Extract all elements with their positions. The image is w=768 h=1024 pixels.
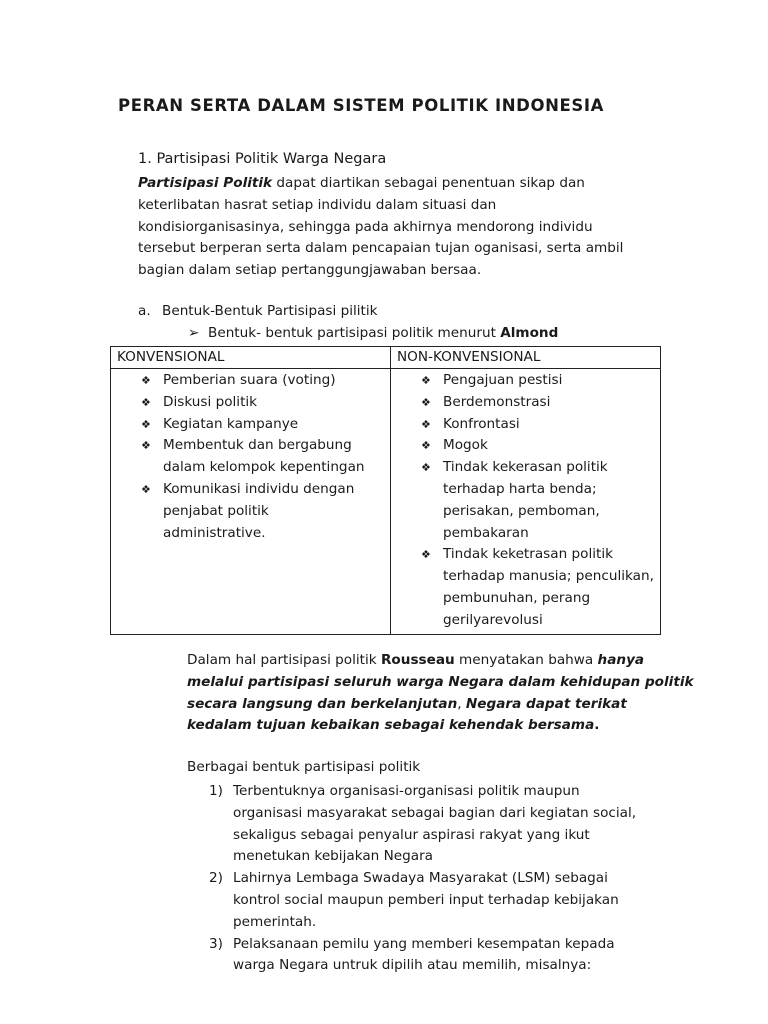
list-item-number: 2) [209,870,223,887]
rousseau-paragraph [187,650,694,737]
list-item-text: Terbentuknya organisasi-organisasi politik maupun [233,783,580,799]
diamond-bullet-icon: ❖ [421,461,431,475]
intro-line: kondisiorganisasinya, sehingga pada akhirnya mendorong individu [138,218,593,235]
rousseau-name: Rousseau [380,652,455,668]
konvensional-list [111,370,390,544]
header-non-konvensional: NON-KONVENSIONAL [391,347,661,369]
non-konvensional-item [391,370,660,392]
diamond-bullet-icon: ❖ [141,482,151,496]
list-item-number: 1) [209,783,223,799]
participation-table [110,346,661,635]
rousseau-line: melalui partisipasi seluruh warga Negara dalam kehidupan politik [187,673,694,690]
intro-paragraph [138,173,638,282]
non-konvensional-item [391,457,660,544]
konvensional-item [111,370,390,392]
list-item-text: pemerintah. [233,913,317,930]
intro-line: bagian dalam setiap pertanggungjawaban bersaa. [138,262,482,279]
subsection-label: a. [138,303,151,319]
table-row [111,369,661,635]
rousseau-line: kedalam tujuan kebaikan sebagai kehendak bersama. [187,717,600,734]
almond-line [188,325,558,341]
konvensional-item-text: dalam kelompok kepentingan [163,459,365,476]
non-konvensional-item-text: gerilyarevolusi [443,611,543,628]
konvensional-item [111,392,390,414]
non-konvensional-item-text: Tindak keketrasan politik [443,546,614,563]
list-item-text: Pelaksanaan pemilu yang memberi kesempatan kepada [233,935,615,952]
non-konvensional-item-text: Berdemonstrasi [443,393,551,410]
intro-line: tersebut berperan serta dalam pencapaian tujan oganisasi, serta ambil [138,240,624,257]
non-konvensional-item-text: perisakan, pemboman, [443,502,600,519]
diamond-bullet-icon: ❖ [421,395,431,409]
diamond-bullet-icon: ❖ [141,417,151,431]
konvensional-item [111,479,390,544]
konvensional-cell [111,369,391,635]
arrow-bullet-icon: ➢ [188,325,200,341]
non-konvensional-item-text: Tindak kekerasan politik [443,459,608,476]
non-konvensional-item [391,435,660,457]
non-konvensional-cell [391,369,661,635]
konvensional-item-text: administrative. [163,524,266,541]
bentuk-heading: Berbagai bentuk partisipasi politik [187,759,421,775]
list-item-text: organisasi masyarakat sebagai bagian dari kegiatan social, [233,804,637,821]
list-item-text: sekaligus sebagai penyalur aspirasi rakyat yang ikut [233,826,590,843]
non-konvensional-item-text: terhadap harta benda; [443,480,597,497]
non-konvensional-item [391,392,660,414]
diamond-bullet-icon: ❖ [421,548,431,562]
non-konvensional-item [391,544,660,631]
non-konvensional-item-text: Konfrontasi [443,415,520,432]
rousseau-line: secara langsung dan berkelanjutan, Negara dapat terikat [187,695,627,712]
konvensional-item-text: Pemberian suara (voting) [163,372,336,388]
non-konvensional-item-text: pembunuhan, perang [443,589,591,606]
intro-line: keterlibatan hasrat setiap individu dalam situasi dan [138,196,497,213]
diamond-bullet-icon: ❖ [421,374,431,387]
list-item-text: Lahirnya Lembaga Swadaya Masyarakat (LSM) sebagai [233,870,608,887]
table-header-row [111,347,661,369]
diamond-bullet-icon: ❖ [421,417,431,431]
diamond-bullet-icon: ❖ [141,439,151,453]
intro-line: Partisipasi Politik dapat diartikan sebagai penentuan sikap dan [138,175,585,191]
diamond-bullet-icon: ❖ [141,374,151,387]
diamond-bullet-icon: ❖ [421,439,431,453]
konvensional-item-text: Diskusi politik [163,393,258,410]
list-item [187,781,647,868]
list-item [187,868,647,933]
section-heading-partisipasi: 1. Partisipasi Politik Warga Negara [138,151,387,167]
page-title: PERAN SERTA DALAM SISTEM POLITIK INDONESIA [118,96,604,115]
intro-term: Partisipasi Politik [138,175,273,191]
header-konvensional: KONVENSIONAL [111,347,391,369]
non-konvensional-list [391,370,660,632]
konvensional-item-text: Komunikasi individu dengan [163,480,355,497]
almond-text: Bentuk- bentuk partisipasi politik menurut [208,325,501,341]
non-konvensional-item-text: Pengajuan pestisi [443,372,563,388]
subsection-a [138,303,378,319]
list-item [187,934,647,978]
non-konvensional-item [391,414,660,436]
subsection-text: Bentuk-Bentuk Partisipasi pilitik [162,303,378,319]
list-item-text: menetukan kebijakan Negara [233,848,434,865]
diamond-bullet-icon: ❖ [141,395,151,409]
rousseau-line: Dalam hal partisipasi politik Rousseau menyatakan bahwa hanya [187,652,645,668]
konvensional-item-text: penjabat politik [163,502,269,519]
bentuk-list [187,781,647,977]
non-konvensional-item-text: terhadap manusia; penculikan, [443,568,654,585]
konvensional-item-text: Kegiatan kampanye [163,415,299,432]
non-konvensional-item-text: pembakaran [443,524,529,541]
konvensional-item [111,435,390,479]
list-item-text: kontrol social maupun pemberi input terhadap kebijakan [233,891,619,908]
almond-name: Almond [500,325,559,341]
konvensional-item [111,414,390,436]
non-konvensional-item-text: Mogok [443,437,488,454]
list-item-number: 3) [209,935,223,952]
konvensional-item-text: Membentuk dan bergabung [163,437,352,454]
list-item-text: warga Negara untruk dipilih atau memilih, misalnya: [233,957,592,974]
